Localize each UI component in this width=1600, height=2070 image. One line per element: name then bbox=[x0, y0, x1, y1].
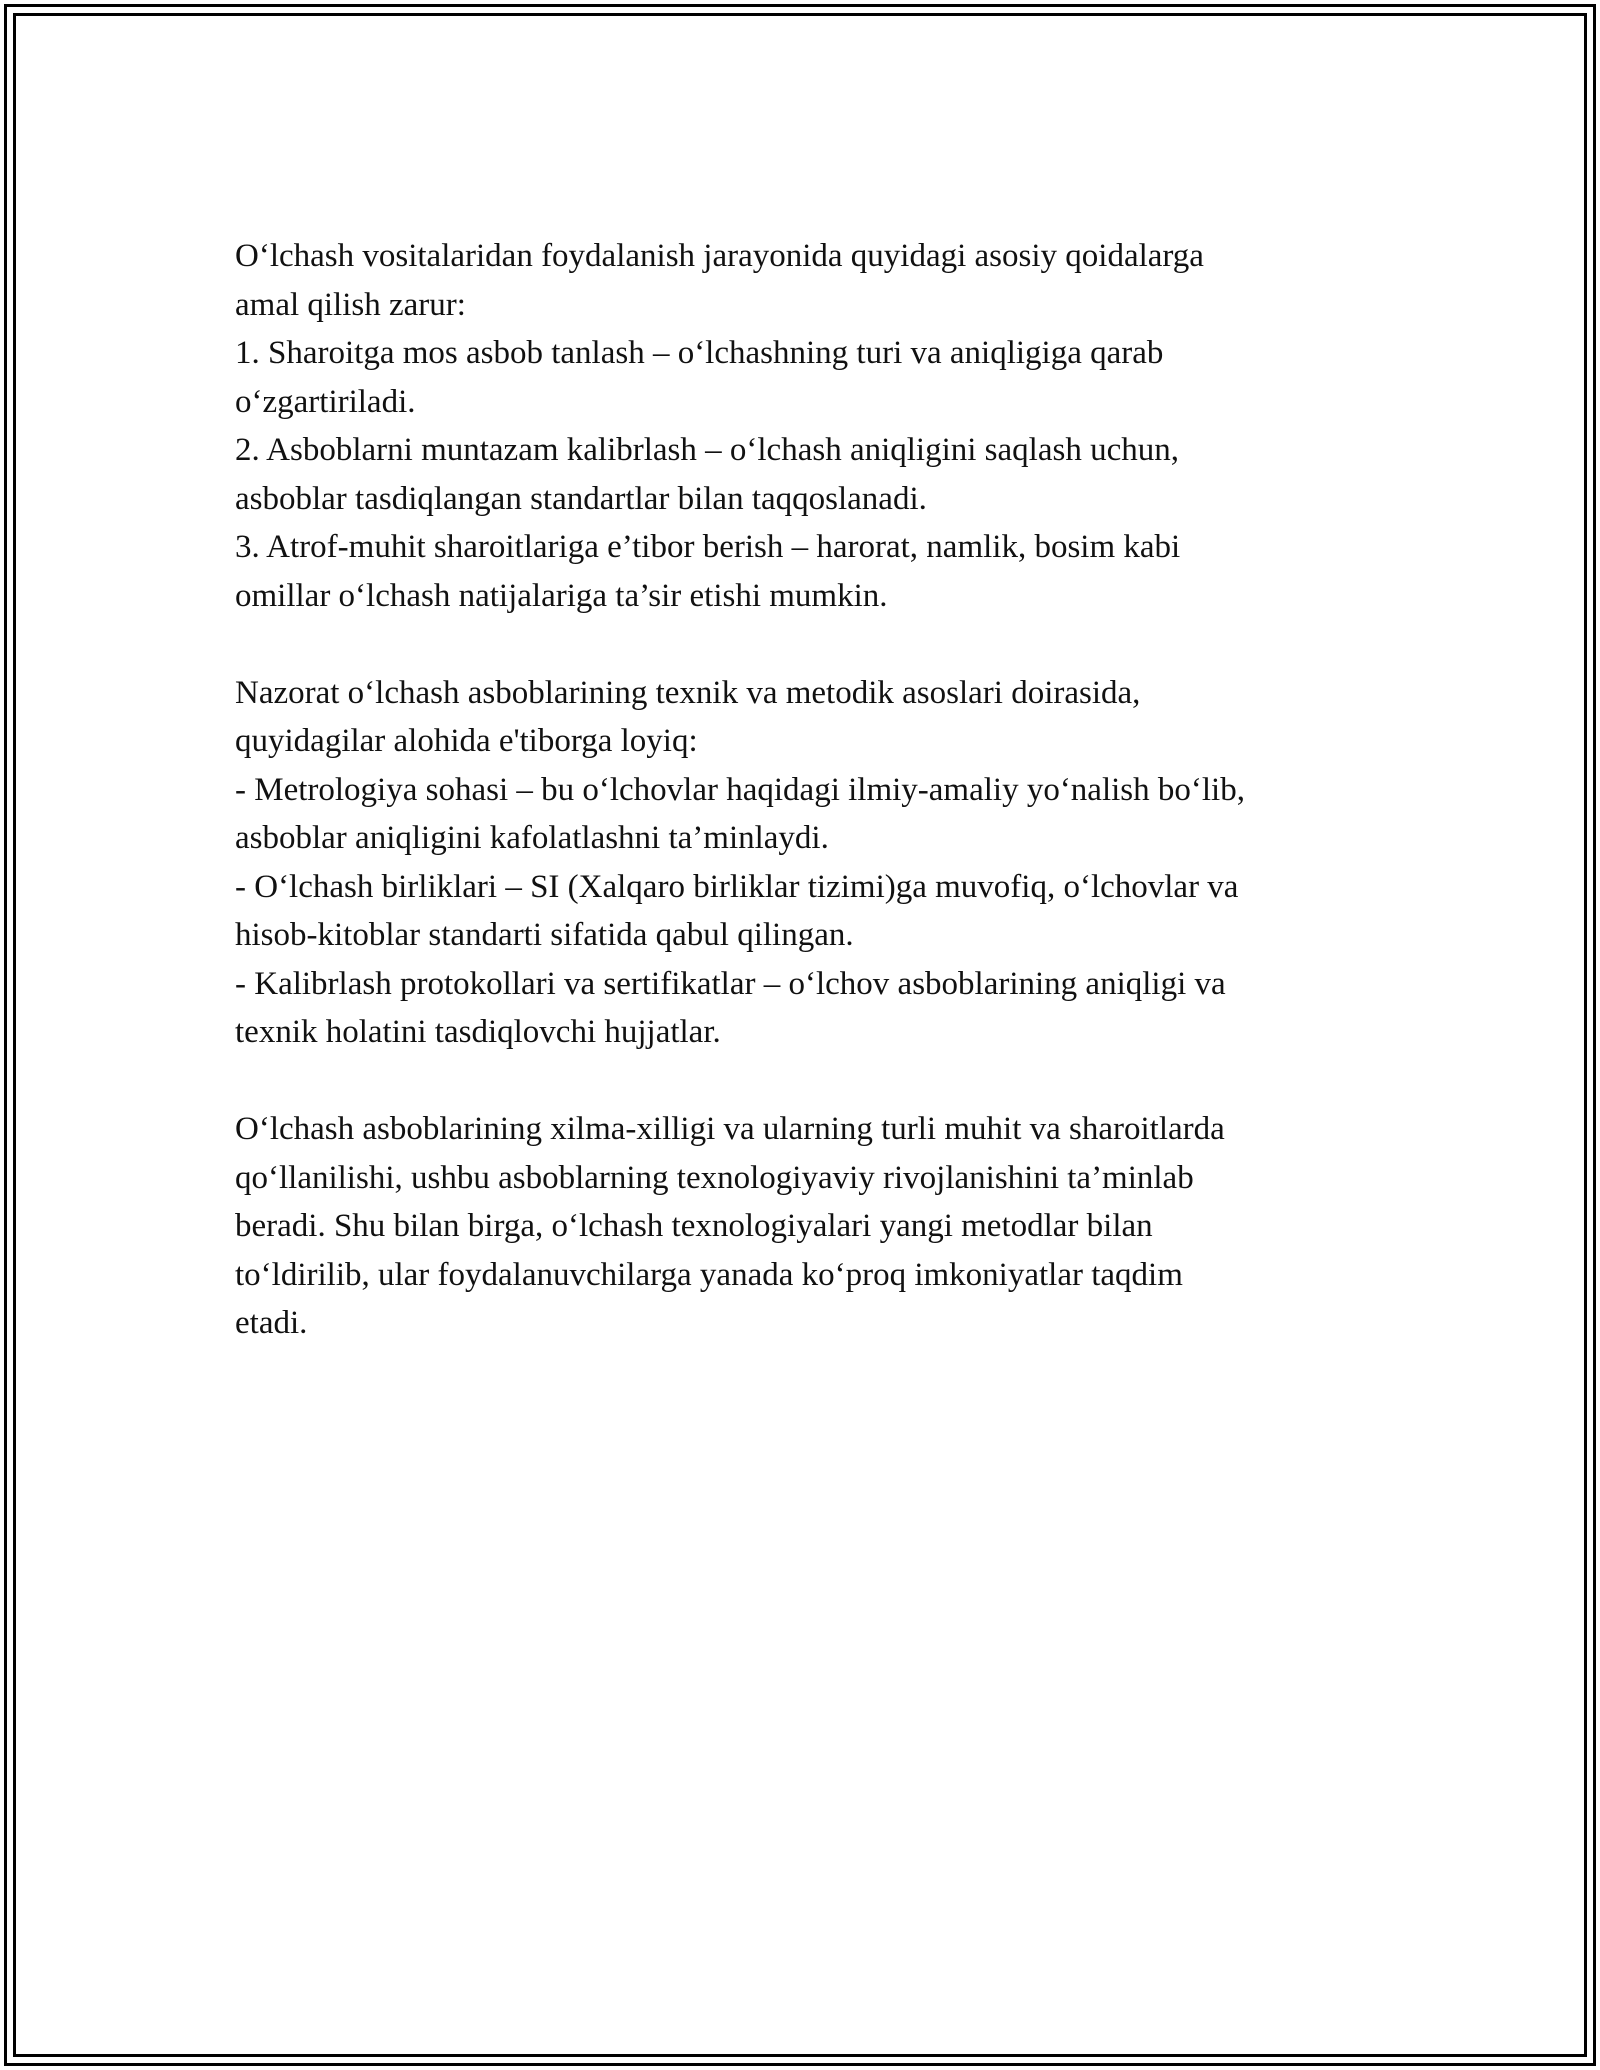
text-line: texnik holatini tasdiqlovchi hujjatlar. bbox=[235, 1014, 721, 1050]
text-line: - O‘lchash birliklari – SI (Xalqaro birliklar tizimi)ga muvofiq, o‘lchovlar va bbox=[235, 868, 1239, 905]
text-line: asboblar tasdiqlangan standartlar bilan taqqoslanadi. bbox=[235, 480, 927, 517]
text-line: beradi. Shu bilan birga, o‘lchash texnologiyalari yangi metodlar bilan bbox=[235, 1208, 1153, 1244]
text-line: omillar o‘lchash natijalariga ta’sir etishi mumkin. bbox=[235, 577, 888, 614]
text-line: 1. Sharoitga mos asbob tanlash – o‘lchashning turi va aniqligiga qarab bbox=[235, 335, 1164, 371]
text-line: 2. Asboblarni muntazam kalibrlash – o‘lchash aniqligini saqlash uchun, bbox=[235, 432, 1179, 468]
text-line: to‘ldirilib, ular foydalanuvchilarga yanada ko‘proq imkoniyatlar taqdim bbox=[235, 1256, 1183, 1293]
text-line: 3. Atrof-muhit sharoitlariga e’tibor berish – harorat, namlik, bosim kabi bbox=[235, 529, 1181, 565]
text-line: quyidagilar alohida e'tiborga loyiq: bbox=[235, 723, 698, 759]
text-line: qo‘llanilishi, ushbu asboblarning texnologiyaviy rivojlanishini ta’minlab bbox=[235, 1159, 1194, 1196]
text-line: hisob-kitoblar standarti sifatida qabul qilingan. bbox=[235, 917, 854, 953]
text-line: asboblar aniqligini kafolatlashni ta’minlaydi. bbox=[235, 820, 829, 856]
text-line: O‘lchash asboblarining xilma-xilligi va ularning turli muhit va sharoitlarda bbox=[235, 1111, 1225, 1147]
text-line: - Kalibrlash protokollari va sertifikatlar – o‘lchov asboblarining aniqligi va bbox=[235, 965, 1226, 1002]
text-line: - Metrologiya sohasi – bu o‘lchovlar haqidagi ilmiy-amaliy yo‘nalish bo‘lib, bbox=[235, 771, 1245, 808]
text-line: amal qilish zarur: bbox=[235, 286, 466, 323]
paragraph-technical-foundations bbox=[235, 669, 1365, 1057]
text-line: Nazorat o‘lchash asboblarining texnik va metodik asoslari doirasida, bbox=[235, 674, 1141, 711]
document-body bbox=[235, 232, 1365, 1348]
paragraph-instrument-diversity bbox=[235, 1105, 1365, 1348]
text-line: etadi. bbox=[235, 1305, 308, 1341]
text-line: O‘lchash vositalaridan foydalanish jarayonida quyidagi asosiy qoidalarga bbox=[235, 238, 1204, 274]
text-line: o‘zgartiriladi. bbox=[235, 383, 416, 420]
paragraph-usage-rules bbox=[235, 232, 1365, 620]
